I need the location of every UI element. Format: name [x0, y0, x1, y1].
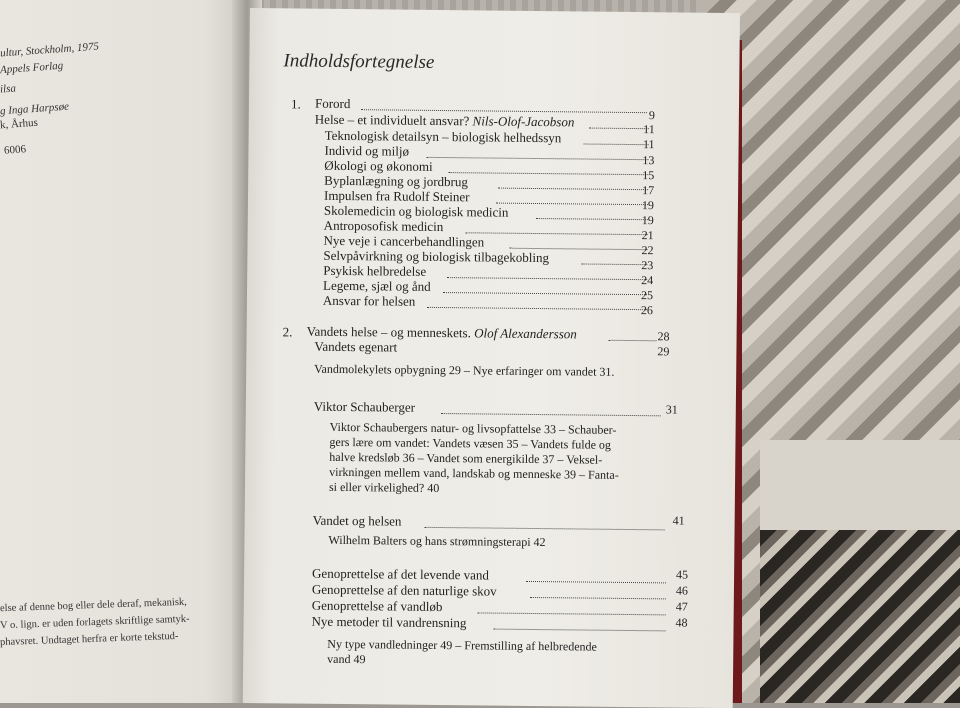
page-number: 11 — [643, 122, 655, 137]
subtopics: vand 49 — [327, 651, 366, 667]
toc-entry: Nye metoder til vandrensning — [311, 613, 467, 631]
toc-entry: Impulsen fra Rudolf Steiner — [323, 187, 470, 205]
section-number: 2. — [282, 324, 293, 340]
page-number: 23 — [641, 258, 654, 273]
leader-dots — [494, 628, 666, 632]
copyright-line: V o. lign. er uden forlagets skriftlige samtyk- — [0, 613, 190, 632]
toc-entry: Byplanlægning og jordbrug — [324, 172, 468, 190]
subtopics: gers lære om vandet: Vandets væsen 35 – Vandets fulde og — [329, 434, 612, 452]
subtopics: halve kredsløb 36 – Vandet som energikilde 37 – Veksel- — [329, 449, 603, 467]
page-number: 9 — [648, 108, 655, 123]
blanket-dark-stripe — [760, 530, 960, 703]
page-number: 22 — [641, 243, 654, 258]
blanket-light-stripe — [760, 440, 960, 530]
page-number: 48 — [675, 615, 688, 630]
leader-dots — [526, 580, 666, 583]
page-number: 13 — [642, 153, 655, 168]
page-number: 47 — [675, 599, 688, 614]
page-number: 17 — [642, 183, 655, 198]
leader-dots — [441, 412, 661, 416]
toc-entry: Skolemedicin og biologisk medicin — [323, 202, 509, 220]
page-number: 15 — [642, 168, 655, 183]
page-number: 31 — [665, 402, 678, 417]
imprint-line: ilsa — [0, 82, 17, 96]
page-number: 28 — [657, 329, 670, 344]
toc-title: Indholdsfortegnelse — [283, 50, 435, 73]
toc-entry: Vandet og helsen — [312, 512, 402, 529]
toc-entry: Psykisk helbredelse — [323, 262, 427, 279]
subtopics: Wilhelm Balters og hans strømningsterapi 42 — [328, 532, 546, 550]
leader-dots — [443, 291, 647, 295]
toc-entry: Helse – et individuelt ansvar? Nils-Olof-Jacobson — [314, 111, 575, 130]
right-page — [243, 8, 740, 708]
leader-dots — [425, 526, 665, 531]
leader-dots — [427, 306, 647, 310]
copyright-line: phavsret. Undtaget herfra er korte tekstud- — [0, 630, 179, 649]
toc-entry: Vandets egenart — [314, 338, 398, 355]
subtopics: virkningen mellem vand, landskab og menneske 39 – Fanta- — [329, 464, 619, 482]
subtopics: Ny type vandledninger 49 – Fremstilling af helbredende — [327, 636, 598, 654]
page-number: 46 — [675, 583, 688, 598]
toc-entry: Nye veje i cancerbehandlingen — [323, 232, 485, 250]
imprint-line: g Inga Harpsøe — [0, 100, 70, 118]
author: Nils-Olof-Jacobson — [472, 113, 575, 130]
leader-dots — [466, 231, 648, 235]
page-number: 26 — [640, 303, 653, 318]
imprint-line: Appels Forlag — [0, 59, 64, 77]
toc-entry: Genoprettelse af det levende vand — [312, 565, 490, 583]
toc-entry: Økologi og økonomi — [324, 157, 433, 174]
toc-entry: Antroposofisk medicin — [323, 217, 444, 235]
page-number: 21 — [641, 228, 654, 243]
section-heading: Vandets helse – og menneskets. Olof Alexandersson — [306, 323, 577, 342]
leader-dots — [530, 596, 666, 599]
author: Olof Alexandersson — [474, 325, 577, 342]
imprint-line: ultur, Stockholm, 1975 — [0, 40, 100, 60]
subtopics: Vandmolekylets opbygning 29 – Nye erfaringer om vandet 31. — [314, 361, 615, 379]
leader-dots — [448, 171, 648, 175]
toc-entry: Ansvar for helsen — [322, 292, 416, 309]
page-number: 41 — [672, 513, 685, 528]
page-number: 11 — [642, 137, 655, 152]
leader-dots — [478, 611, 666, 615]
section-number: 1. — [290, 96, 301, 112]
toc-entry: Genoprettelse af vandløb — [311, 597, 443, 615]
page-number: 19 — [641, 213, 654, 228]
toc-entry: Individ og miljø — [324, 142, 410, 159]
toc-entry: Selvpåvirkning og biologisk tilbagekobling — [323, 247, 550, 266]
toc-entry: Legeme, sjæl og ånd — [323, 277, 431, 294]
imprint-line: 6006 — [3, 143, 27, 157]
leader-dots — [447, 276, 647, 280]
page-number: 24 — [641, 273, 654, 288]
toc-entry: Viktor Schauberger — [313, 398, 416, 415]
subtopics: si eller virkelighed? 40 — [328, 479, 440, 496]
toc-entry: Forord — [314, 95, 351, 112]
toc-entry: Teknologisk detailsyn – biologisk helhedssyn — [324, 127, 562, 146]
page-number: 25 — [640, 288, 654, 303]
imprint-line: k, Århus — [0, 116, 39, 132]
leader-dots — [426, 156, 648, 160]
left-page — [0, 0, 256, 703]
toc-entry: Genoprettelse af den naturlige skov — [311, 581, 497, 599]
page-number: 45 — [676, 567, 689, 582]
page-number: 29 — [657, 344, 670, 359]
subtopics: Viktor Schaubergers natur- og livsopfattelse 33 – Schauber- — [329, 419, 617, 437]
page-number: 19 — [641, 198, 655, 213]
copyright-line: else af denne bog eller dele deraf, mekanisk, — [0, 596, 188, 615]
